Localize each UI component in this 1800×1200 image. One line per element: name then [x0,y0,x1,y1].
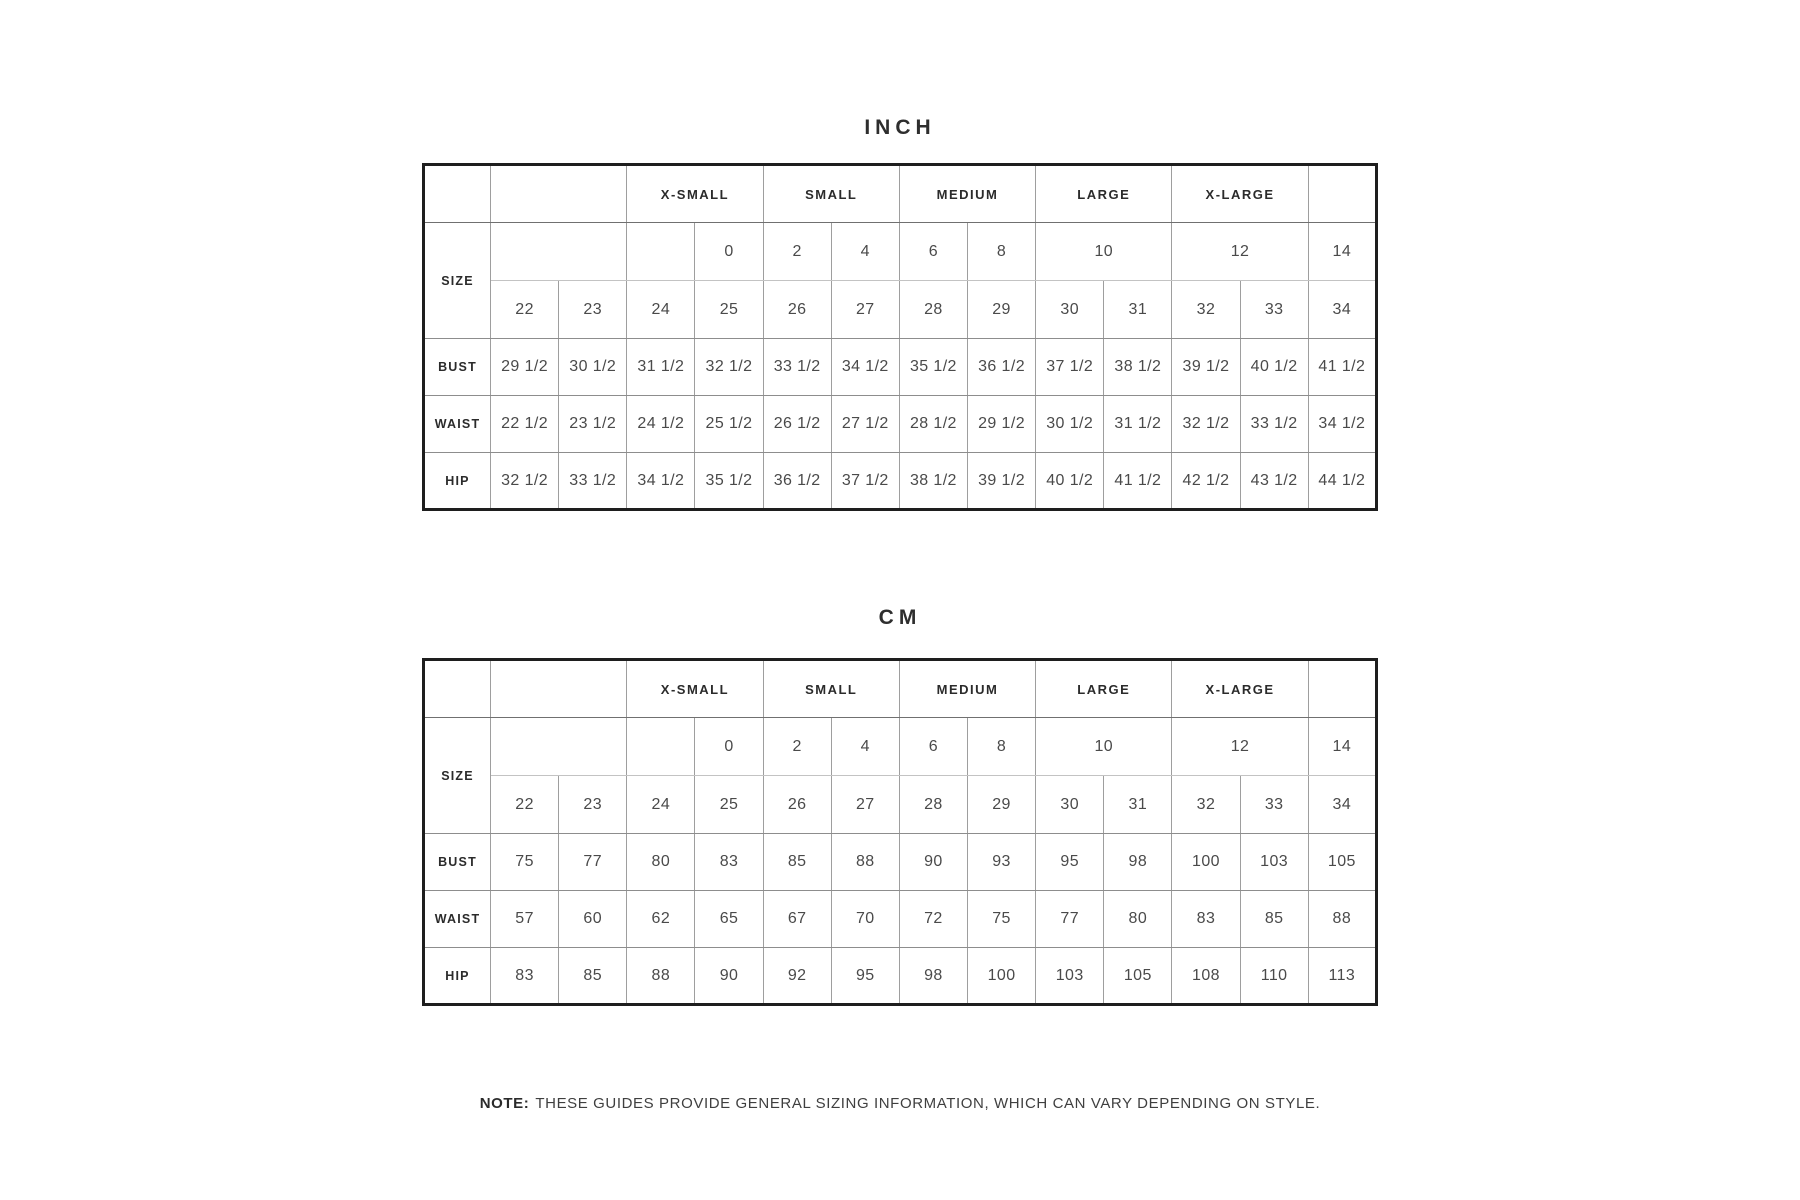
alpha-size-cell: 23 [559,776,627,834]
size-row-label: SIZE [424,718,491,834]
measurement-cell: 75 [967,891,1035,948]
blank-cell [491,165,627,223]
measurement-cell: 23 1/2 [559,396,627,453]
measurement-cell: 43 1/2 [1240,453,1308,510]
measurement-cell: 38 1/2 [899,453,967,510]
blank-cell [1308,660,1376,718]
measurement-cell: 80 [1104,891,1172,948]
measurement-cell: 36 1/2 [967,339,1035,396]
measurement-cell: 62 [627,891,695,948]
measurement-cell: 88 [831,834,899,891]
measurement-cell: 29 1/2 [967,396,1035,453]
measurement-cell: 33 1/2 [1240,396,1308,453]
numeric-size-cell: 8 [967,718,1035,776]
measurement-cell: 100 [967,948,1035,1005]
size-group-header: SMALL [763,165,899,223]
size-group-header: X-SMALL [627,660,763,718]
inch-table-title: INCH [864,116,936,139]
alpha-size-cell: 26 [763,281,831,339]
measurement-cell: 90 [899,834,967,891]
alpha-size-cell: 27 [831,776,899,834]
measurement-cell: 34 1/2 [831,339,899,396]
measurement-cell: 93 [967,834,1035,891]
alpha-size-cell: 29 [967,281,1035,339]
measurement-cell: 83 [1172,891,1240,948]
measurement-cell: 33 1/2 [559,453,627,510]
measurement-cell: 31 1/2 [627,339,695,396]
blank-cell [491,223,627,281]
alpha-size-cell: 30 [1036,776,1104,834]
corner-cell [424,660,491,718]
numeric-size-cell: 0 [695,718,763,776]
measurement-cell: 108 [1172,948,1240,1005]
cm-table-title: CM [878,606,922,629]
size-group-header: LARGE [1036,165,1172,223]
size-group-header: LARGE [1036,660,1172,718]
measurement-cell: 35 1/2 [695,453,763,510]
measurement-cell: 85 [763,834,831,891]
measurement-cell: 65 [695,891,763,948]
measurement-cell: 95 [831,948,899,1005]
measurement-cell: 28 1/2 [899,396,967,453]
measurement-cell: 25 1/2 [695,396,763,453]
measurement-cell: 95 [1036,834,1104,891]
measurement-cell: 37 1/2 [1036,339,1104,396]
measurement-row-label: BUST [424,834,491,891]
alpha-size-cell: 33 [1240,281,1308,339]
measurement-cell: 32 1/2 [491,453,559,510]
measurement-row-label: WAIST [424,396,491,453]
measurement-cell: 57 [491,891,559,948]
measurement-cell: 105 [1308,834,1376,891]
sizing-note-label: NOTE: [479,1095,530,1112]
measurement-cell: 34 1/2 [627,453,695,510]
measurement-cell: 32 1/2 [1172,396,1240,453]
measurement-cell: 103 [1036,948,1104,1005]
size-group-header: MEDIUM [899,660,1035,718]
measurement-cell: 90 [695,948,763,1005]
measurement-cell: 33 1/2 [763,339,831,396]
inch-size-table [422,163,1378,511]
alpha-size-cell: 31 [1104,281,1172,339]
blank-cell [491,718,627,776]
measurement-cell: 80 [627,834,695,891]
blank-cell [1308,165,1376,223]
measurement-cell: 103 [1240,834,1308,891]
alpha-size-cell: 28 [899,281,967,339]
sizing-note-text: THESE GUIDES PROVIDE GENERAL SIZING INFORMATION, WHICH CAN VARY DEPENDING ON STYLE. [535,1095,1321,1112]
alpha-size-cell: 31 [1104,776,1172,834]
numeric-size-cell: 14 [1308,223,1376,281]
cm-size-table [422,658,1378,1006]
measurement-cell: 60 [559,891,627,948]
alpha-size-cell: 34 [1308,281,1376,339]
alpha-size-cell: 29 [967,776,1035,834]
measurement-cell: 77 [559,834,627,891]
measurement-row-label: WAIST [424,891,491,948]
corner-cell [424,165,491,223]
measurement-cell: 92 [763,948,831,1005]
alpha-size-cell: 28 [899,776,967,834]
numeric-size-cell: 2 [763,223,831,281]
measurement-cell: 22 1/2 [491,396,559,453]
measurement-cell: 40 1/2 [1240,339,1308,396]
measurement-cell: 83 [491,948,559,1005]
measurement-cell: 88 [627,948,695,1005]
blank-cell [627,223,695,281]
alpha-size-cell: 22 [491,776,559,834]
numeric-size-cell: 12 [1172,718,1308,776]
size-group-header: SMALL [763,660,899,718]
measurement-cell: 36 1/2 [763,453,831,510]
size-group-header: X-SMALL [627,165,763,223]
measurement-row-label: HIP [424,453,491,510]
alpha-size-cell: 23 [559,281,627,339]
measurement-cell: 38 1/2 [1104,339,1172,396]
measurement-cell: 77 [1036,891,1104,948]
measurement-cell: 39 1/2 [1172,339,1240,396]
numeric-size-cell: 6 [899,718,967,776]
measurement-cell: 100 [1172,834,1240,891]
numeric-size-cell: 12 [1172,223,1308,281]
numeric-size-cell: 10 [1036,223,1172,281]
measurement-cell: 44 1/2 [1308,453,1376,510]
measurement-cell: 30 1/2 [1036,396,1104,453]
alpha-size-cell: 24 [627,776,695,834]
measurement-cell: 32 1/2 [695,339,763,396]
alpha-size-cell: 32 [1172,281,1240,339]
measurement-cell: 41 1/2 [1104,453,1172,510]
size-group-header: X-LARGE [1172,660,1308,718]
measurement-cell: 113 [1308,948,1376,1005]
alpha-size-cell: 22 [491,281,559,339]
alpha-size-cell: 26 [763,776,831,834]
alpha-size-cell: 24 [627,281,695,339]
measurement-cell: 35 1/2 [899,339,967,396]
measurement-cell: 70 [831,891,899,948]
alpha-size-cell: 33 [1240,776,1308,834]
alpha-size-cell: 27 [831,281,899,339]
measurement-cell: 67 [763,891,831,948]
numeric-size-cell: 2 [763,718,831,776]
measurement-cell: 72 [899,891,967,948]
measurement-row-label: BUST [424,339,491,396]
measurement-cell: 27 1/2 [831,396,899,453]
alpha-size-cell: 25 [695,281,763,339]
measurement-cell: 26 1/2 [763,396,831,453]
size-group-header: MEDIUM [899,165,1035,223]
measurement-cell: 29 1/2 [491,339,559,396]
numeric-size-cell: 4 [831,718,899,776]
measurement-cell: 41 1/2 [1308,339,1376,396]
measurement-cell: 31 1/2 [1104,396,1172,453]
numeric-size-cell: 0 [695,223,763,281]
measurement-cell: 85 [559,948,627,1005]
measurement-cell: 24 1/2 [627,396,695,453]
numeric-size-cell: 6 [899,223,967,281]
measurement-cell: 40 1/2 [1036,453,1104,510]
measurement-cell: 42 1/2 [1172,453,1240,510]
measurement-cell: 88 [1308,891,1376,948]
measurement-cell: 98 [1104,834,1172,891]
size-group-header: X-LARGE [1172,165,1308,223]
measurement-cell: 39 1/2 [967,453,1035,510]
measurement-cell: 37 1/2 [831,453,899,510]
numeric-size-cell: 14 [1308,718,1376,776]
measurement-cell: 85 [1240,891,1308,948]
size-row-label: SIZE [424,223,491,339]
measurement-cell: 105 [1104,948,1172,1005]
measurement-cell: 98 [899,948,967,1005]
measurement-cell: 75 [491,834,559,891]
sizing-note [0,1095,1800,1112]
measurement-cell: 83 [695,834,763,891]
blank-cell [627,718,695,776]
numeric-size-cell: 8 [967,223,1035,281]
alpha-size-cell: 34 [1308,776,1376,834]
alpha-size-cell: 25 [695,776,763,834]
blank-cell [491,660,627,718]
alpha-size-cell: 30 [1036,281,1104,339]
measurement-cell: 30 1/2 [559,339,627,396]
measurement-row-label: HIP [424,948,491,1005]
numeric-size-cell: 4 [831,223,899,281]
numeric-size-cell: 10 [1036,718,1172,776]
measurement-cell: 110 [1240,948,1308,1005]
measurement-cell: 34 1/2 [1308,396,1376,453]
alpha-size-cell: 32 [1172,776,1240,834]
